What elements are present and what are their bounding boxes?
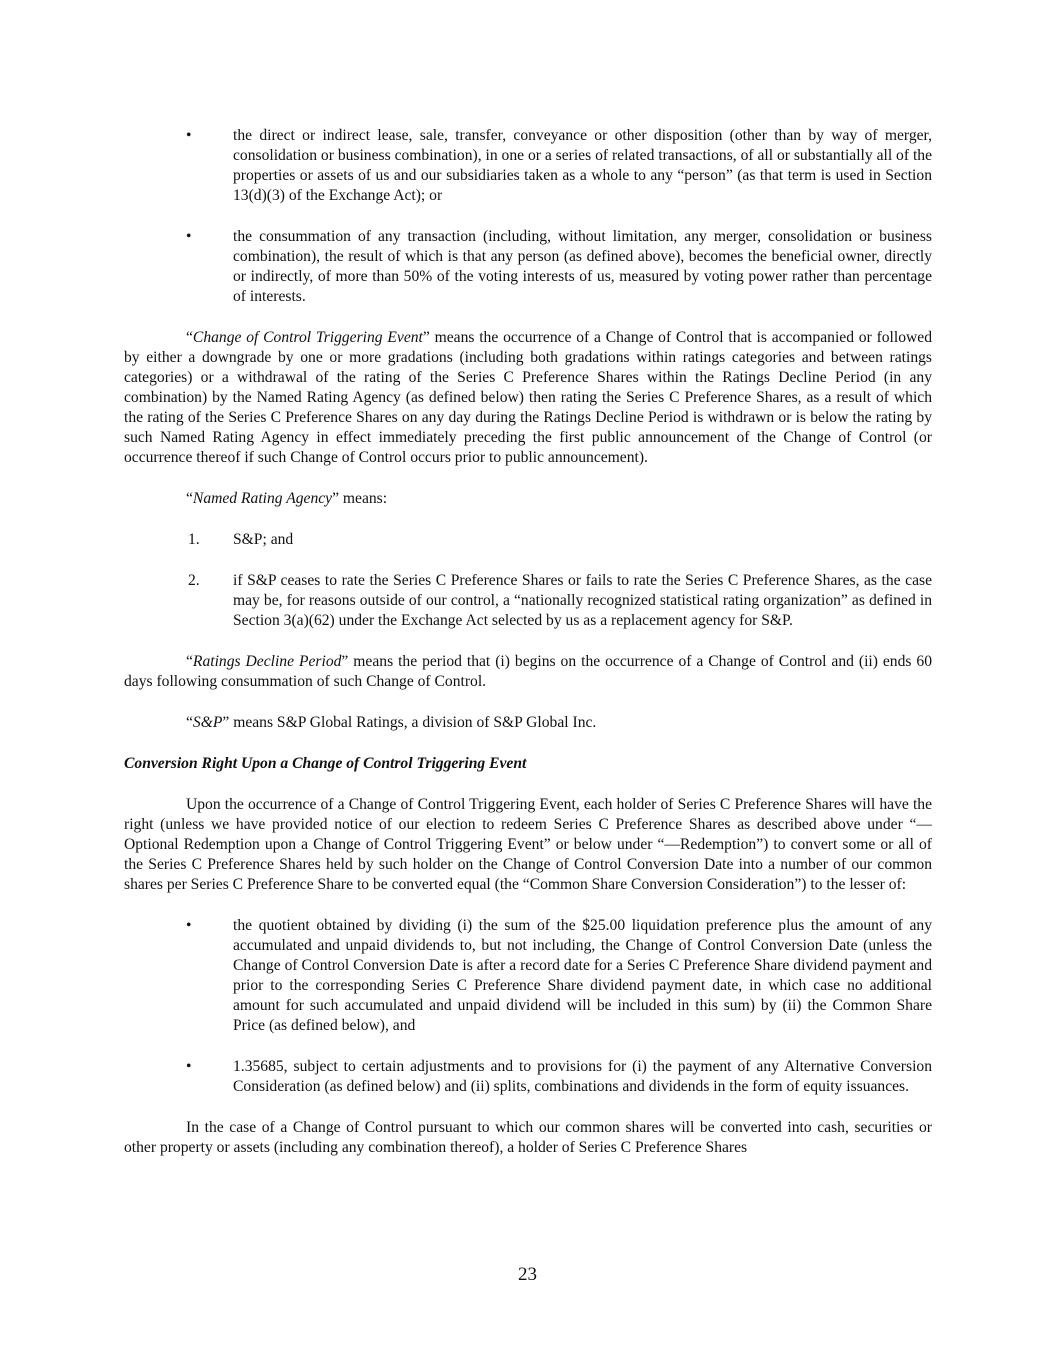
bullet-marker: • bbox=[186, 917, 192, 934]
open-quote: “ bbox=[186, 329, 193, 346]
bullet-item bbox=[124, 126, 932, 206]
numbered-text: if S&P ceases to rate the Series C Preference Shares or fails to rate the Series C Preference Shares, as the case may be, for reasons outside of our control, a “nationally recognized statistical rating organization” as defined in Section 3(a)(62) under the Exchange Act selected by us as a replacement agency for S&P. bbox=[233, 572, 932, 629]
bullet-marker: • bbox=[186, 228, 192, 245]
bullet-item bbox=[124, 916, 932, 1036]
bullet-item bbox=[124, 1057, 932, 1097]
numbered-text: S&P; and bbox=[233, 531, 294, 548]
open-quote: “ bbox=[186, 490, 193, 507]
defined-term: S&P bbox=[192, 714, 223, 731]
bullet-text: the quotient obtained by dividing (i) the sum of the $25.00 liquidation preference plus the amount of any accumulated and unpaid dividends to, but not including, the Change of Control Conversion Date (unless the Change of Control Conversion Date is after a record date for a Series C Preference Share dividend payment and prior to the corresponding Series C Preference Share dividend payment date, in which case no additional amount for such accumulated and unpaid dividend will be included in this sum) by (ii) the Common Share Price (as defined below), and bbox=[233, 917, 932, 1034]
open-quote: “ bbox=[186, 714, 193, 731]
definition-named-rating-agency bbox=[124, 489, 932, 509]
conversion-paragraph: Upon the occurrence of a Change of Control Triggering Event, each holder of Series C Preference Shares will have the right (unless we have provided notice of our election to redeem Series C Preference Shares as described above under “—Optional Redemption upon a Change of Control Triggering Event” or below under “—Redemption”) to convert some or all of the Series C Preference Shares held by such holder on the Change of Control Conversion Date into a number of our common shares per Series C Preference Share to be converted equal (the “Common Share Conversion Consideration”) to the lesser of: bbox=[124, 796, 932, 893]
definition-change-of-control-triggering-event bbox=[124, 328, 932, 468]
page-number: 23 bbox=[518, 1264, 537, 1285]
open-quote: “ bbox=[186, 653, 193, 670]
definition-text: ” means S&P Global Ratings, a division of S&P Global Inc. bbox=[222, 714, 597, 731]
definition-text: ” means: bbox=[332, 490, 388, 507]
definition-text: ” means the occurrence of a Change of Control that is accompanied or followed by either a downgrade by one or more gradations (including both gradations within ratings categories and between ratings categories) or a withdrawal of the rating of the Series C Preference Shares within the Ratings Decline Period (in any combination) by the Named Rating Agency (as defined below) then rating the Series C Preference Shares, as a result of which the rating of the Series C Preference Shares on any day during the Ratings Decline Period is withdrawn or is below the rating by such Named Rating Agency in effect immediately preceding the first public announcement of the Change of Control (or occurrence thereof if such Change of Control occurs prior to public announcement). bbox=[124, 329, 932, 466]
defined-term: Change of Control Triggering Event bbox=[192, 329, 423, 346]
numbered-item bbox=[124, 571, 932, 631]
bullet-marker: • bbox=[186, 127, 192, 144]
section-heading: Conversion Right Upon a Change of Control Triggering Event bbox=[124, 755, 527, 772]
number-marker: 1. bbox=[188, 531, 200, 548]
page-content bbox=[124, 126, 932, 1158]
definition-ratings-decline-period bbox=[124, 652, 932, 692]
defined-term: Named Rating Agency bbox=[192, 490, 333, 507]
bullet-item bbox=[124, 227, 932, 307]
bullet-marker: • bbox=[186, 1058, 192, 1075]
bullet-text: 1.35685, subject to certain adjustments and to provisions for (i) the payment of any Alternative Conversion Consideration (as defined below) and (ii) splits, combinations and dividends in the form of equity issuances. bbox=[233, 1058, 932, 1095]
final-paragraph: In the case of a Change of Control pursuant to which our common shares will be converted into cash, securities or other property or assets (including any combination thereof), a holder of Series C Preference Shares bbox=[124, 1119, 932, 1156]
bullet-text: the consummation of any transaction (including, without limitation, any merger, consolidation or business combination), the result of which is that any person (as defined above), becomes the beneficial owner, directly or indirectly, of more than 50% of the voting interests of us, measured by voting power rather than percentage of interests. bbox=[233, 228, 932, 305]
number-marker: 2. bbox=[188, 572, 200, 589]
numbered-item bbox=[124, 530, 932, 550]
defined-term: Ratings Decline Period bbox=[192, 653, 342, 670]
definition-sp bbox=[124, 713, 932, 733]
bullet-text: the direct or indirect lease, sale, transfer, conveyance or other disposition (other than by way of merger, consolidation or business combination), in one or a series of related transactions, of all or substantially all of the properties or assets of us and our subsidiaries taken as a whole to any “person” (as that term is used in Section 13(d)(3) of the Exchange Act); or bbox=[233, 127, 932, 204]
definition-text: ” means the period that (i) begins on the occurrence of a Change of Control and (ii) ends 60 days following consummation of such Change of Control. bbox=[124, 653, 933, 690]
